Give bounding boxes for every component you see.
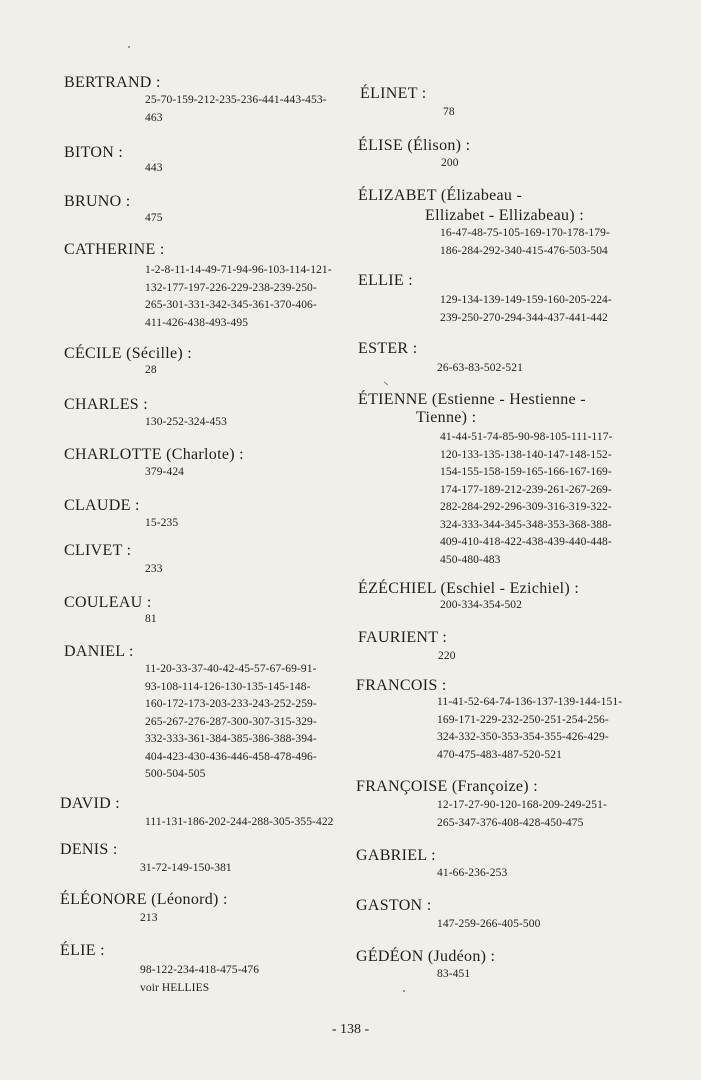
scan-speck [128,46,130,48]
entry-refs-ellie: 129-134-139-149-159-160-205-224- 239-250-270-294-344-437-441-442 [440,294,612,324]
entry-refs-francois: 11-41-52-64-74-136-137-139-144-151- 169-171-229-232-250-251-254-256- 324-332-350-353-354-355-426-429- 470-475-483-487-520-521 [437,696,623,761]
entry-refs-bruno: 475 [145,212,163,224]
entry-name-cecile: CÉCILE (Sécille) : [64,345,193,362]
entry-refs-faurient: 220 [438,650,456,662]
entry-refs-gaston: 147-259-266-405-500 [437,918,541,930]
entry-name-elie: ÉLIE : [60,942,105,959]
entry-refs-bertrand: 25-70-159-212-235-236-441-443-453- 463 [145,94,327,124]
entry-name-bertrand: BERTRAND : [64,74,161,91]
entry-name-gaston: GASTON : [356,897,432,914]
entry-name-faurient: FAURIENT : [358,629,448,646]
entry-refs-biton: 443 [145,162,163,174]
entry-refs-francoise: 12-17-27-90-120-168-209-249-251- 265-347-376-408-428-450-475 [437,799,607,829]
entry-refs-elise: 200 [441,157,459,169]
scan-speck [403,990,405,992]
entry-name-denis: DENIS : [60,841,118,858]
entry-name-francoise: FRANÇOISE (Françoize) : [356,778,538,795]
entry-refs-charles: 130-252-324-453 [145,416,227,428]
entry-refs-denis: 31-72-149-150-381 [140,862,232,874]
entry-refs-ezechiel: 200-334-354-502 [440,599,522,611]
entry-name-gedeon: GÉDÉON (Judéon) : [356,948,496,965]
entry-refs-cecile: 28 [145,364,157,376]
entry-name-charles: CHARLES : [64,396,149,413]
entry-name-etienne: ÉTIENNE (Estienne - Hestienne - [358,391,586,408]
entry-name-daniel: DANIEL : [64,643,134,660]
entry-refs-claude: 15-235 [145,517,179,529]
entry-name-claude: CLAUDE : [64,497,140,514]
entry-name-ezechiel: ÉZÉCHIEL (Eschiel - Ezichiel) : [358,580,580,597]
entry-name-eleonore: ÉLÉONORE (Léonord) : [60,891,228,908]
entry-name-bruno: BRUNO : [64,193,131,210]
entry-refs-gabriel: 41-66-236-253 [437,867,508,879]
entry-name-catherine: CATHERINE : [64,241,165,258]
entry-refs-david: 111-131-186-202-244-288-305-355-422 [145,816,334,828]
entry-refs-eleonore: 213 [140,912,158,924]
scan-speck [383,381,388,386]
entry-refs-catherine: 1-2-8-11-14-49-71-94-96-103-114-121- 132-177-197-226-229-238-239-250- 265-301-331-342-345-361-370-406- 411-426-438-493-495 [145,264,332,329]
entry-name-elizabet-cont: Ellizabet - Ellizabeau) : [425,207,584,224]
entry-refs-charlotte: 379-424 [145,466,185,478]
entry-name-ellie: ELLIE : [358,272,413,289]
entry-name-etienne-cont: Tienne) : [416,409,477,426]
entry-refs-elinet: 78 [443,106,455,118]
entry-name-biton: BITON : [64,144,124,161]
entry-refs-clivet: 233 [145,563,163,575]
page-number: - 138 - [331,1022,370,1037]
entry-name-francois: FRANCOIS : [356,677,447,694]
entry-refs-gedeon: 83-451 [437,968,471,980]
entry-name-couleau: COULEAU : [64,594,152,611]
entry-name-elinet: ÉLINET : [360,85,427,102]
entry-name-david: DAVID : [60,795,121,812]
entry-name-charlotte: CHARLOTTE (Charlote) : [64,446,244,463]
entry-refs-etienne: 41-44-51-74-85-90-98-105-111-117- 120-133-135-138-140-147-148-152- 154-155-158-159-165-166-167-169- 174-177-189-212-239-261-267-269- 282-284-292-296-309-316-319-322- 324-333-344-345-348-353-368-388- 409-410-418-422-438-439-440-448- 450-480-483 [440,431,613,566]
entry-name-elise: ÉLISE (Élison) : [358,137,471,154]
entry-name-elizabet: ÉLIZABET (Élizabeau - [358,187,523,204]
entry-name-clivet: CLIVET : [64,542,132,559]
entry-name-ester: ESTER : [358,340,418,357]
entry-refs-ester: 26-63-83-502-521 [437,362,523,374]
entry-name-gabriel: GABRIEL : [356,847,436,864]
entry-refs-couleau: 81 [145,613,157,625]
entry-refs-elizabet: 16-47-48-75-105-169-170-178-179- 186-284-292-340-415-476-503-504 [440,227,610,257]
entry-refs-daniel: 11-20-33-37-40-42-45-57-67-69-91- 93-108-114-126-130-135-145-148- 160-172-173-203-233-243-252-259- 265-267-276-287-300-307-315-329- 332-333-361-384-385-386-388-394- 404-423-430-436-446-458-478-496- 500-504-505 [145,663,317,780]
entry-refs-elie: 98-122-234-418-475-476 voir HELLIES [140,964,260,994]
